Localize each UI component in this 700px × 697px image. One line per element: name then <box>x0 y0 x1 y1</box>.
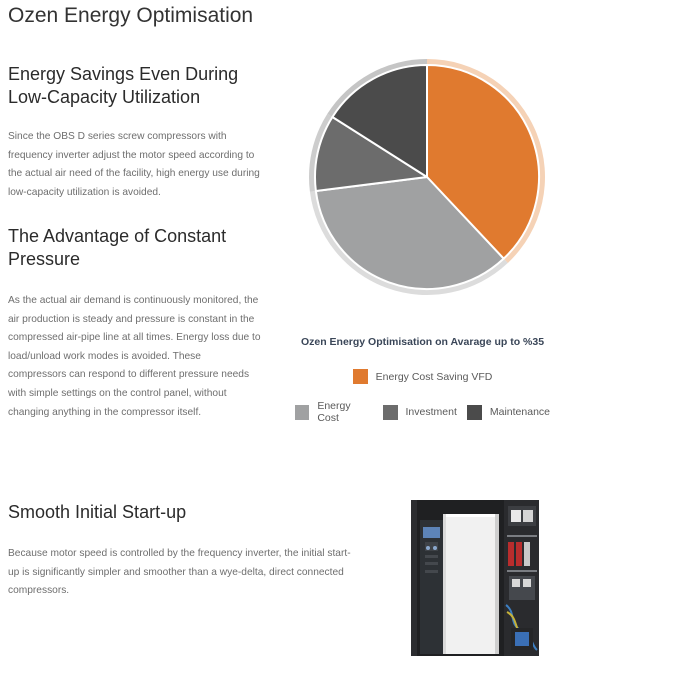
chart-title: Ozen Energy Optimisation on Avarage up to %35 <box>300 336 545 348</box>
section-body-line: the actual air need of the facility, high energy use during <box>8 168 260 180</box>
section-energy-savings <box>8 63 288 202</box>
section-body-line: Because motor speed is controlled by the frequency inverter, the initial start- <box>8 548 351 559</box>
legend-item-maintenance[interactable] <box>467 405 550 420</box>
section-body-line: air production is steady and pressure is constant in the <box>8 313 255 325</box>
section-title-line: Smooth Initial Start-up <box>8 502 187 522</box>
legend-item-investment[interactable] <box>383 405 457 420</box>
section-title <box>8 225 293 271</box>
legend-swatch-icon <box>383 405 398 420</box>
section-title-line: Pressure <box>8 249 81 269</box>
section-body-line: compressors. <box>8 585 70 597</box>
section-body-line: As the actual air demand is continuously monitored, the <box>8 295 259 306</box>
legend-label: Energy Cost <box>317 400 351 424</box>
section-body-line: changing anything in the compressor itself. <box>8 406 202 418</box>
section-body-line: frequency inverter adjust the motor speed according to <box>8 149 255 161</box>
legend-swatch-icon <box>467 405 482 420</box>
section-title <box>8 63 288 109</box>
legend-label: Investment <box>405 406 457 418</box>
page-title: Ozen Energy Optimisation <box>8 4 254 27</box>
section-body-line: Since the OBS D series screw compressors with <box>8 131 227 142</box>
section-body <box>8 292 293 422</box>
legend-label: Energy Cost Saving VFD <box>375 370 493 383</box>
legend-swatch-icon <box>353 369 368 384</box>
chart-legend-row-2 <box>290 400 555 424</box>
section-body-line: load/unload work modes is avoided. These <box>8 350 201 362</box>
section-body-line: low-capacity utilization is avoided. <box>8 186 161 198</box>
legend-label: Maintenance <box>489 406 550 418</box>
section-body-line: compressors can respond to different pressure needs <box>8 369 250 381</box>
section-body <box>8 545 388 601</box>
section-title-line: Low-Capacity Utilization <box>8 87 201 107</box>
chart-legend-row-1 <box>290 369 555 384</box>
legend-item-energy-cost-saving-vfd[interactable] <box>353 369 493 384</box>
section-title <box>8 501 388 524</box>
section-body-line: up is significantly simpler and smoother than a wye-delta, direct connected <box>8 566 344 578</box>
section-title-line: Energy Savings Even During <box>8 64 239 84</box>
section-constant-pressure <box>8 225 293 422</box>
section-body-line: compressed air-pipe line at all times. Energy loss due to <box>8 332 261 344</box>
section-title-line: The Advantage of Constant <box>8 226 227 246</box>
legend-item-energy-cost[interactable] <box>295 400 373 424</box>
legend-swatch-icon <box>295 405 309 420</box>
frequency-inverter-photo <box>411 500 539 656</box>
section-smooth-startup <box>8 501 388 601</box>
section-body-line: with simple settings on the control panel, without <box>8 387 227 399</box>
section-body <box>8 128 288 202</box>
energy-pie-chart <box>300 50 560 310</box>
pie-slice-group <box>315 65 539 289</box>
